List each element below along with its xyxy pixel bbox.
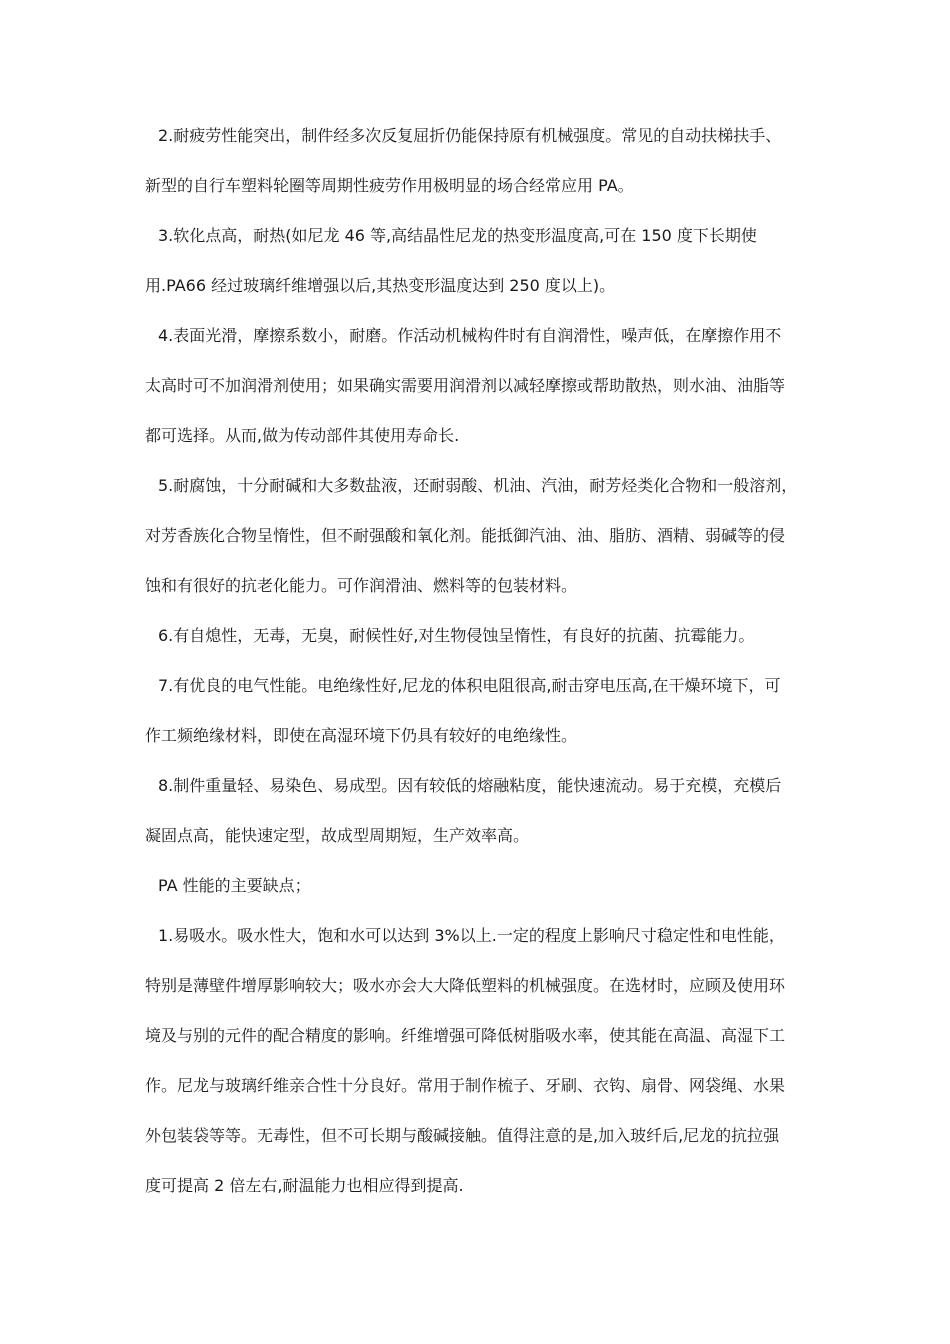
paragraph-line: 1.易吸水。吸水性大，饱和水可以达到 3%以上.一定的程度上影响尺寸稳定性和电性能， [158,926,785,945]
paragraph-line: 作。尼龙与玻璃纤维亲合性十分良好。常用于制作梳子、牙刷、衣钩、扇骨、网袋绳、水果 [145,1076,786,1095]
document-body [145,121,815,1221]
section-heading: PA 性能的主要缺点； [158,876,311,895]
paragraph-line: 对芳香族化合物呈惰性，但不耐强酸和氧化剂。能抵御汽油、油、脂肪、酒精、弱碱等的侵 [145,526,786,545]
paragraph-line: 8.制件重量轻、易染色、易成型。因有较低的熔融粘度，能快速流动。易于充模，充模后 [158,776,782,795]
paragraph-line: 作工频绝缘材料，即使在高湿环境下仍具有较好的电绝缘性。 [145,726,578,745]
paragraph-line: 度可提高 2 倍左右,耐温能力也相应得到提高. [145,1176,464,1195]
paragraph-line: 7.有优良的电气性能。电绝缘性好,尼龙的体积电阻很高,耐击穿电压高,在干燥环境下，可 [158,676,781,695]
paragraph-line: 蚀和有很好的抗老化能力。可作润滑油、燃料等的包装材料。 [145,576,578,595]
paragraph-line: 用.PA66 经过玻璃纤维增强以后,其热变形温度达到 250 度以上)。 [145,276,616,295]
paragraph-line: 5.耐腐蚀，十分耐碱和大多数盐液，还耐弱酸、机油、汽油，耐芳烃类化合物和一般溶剂， [158,476,798,495]
paragraph-line: 太高时可不加润滑剂使用；如果确实需要用润滑剂以减轻摩擦或帮助散热，则水油、油脂等 [145,376,786,395]
paragraph-line: 6.有自熄性，无毒，无臭，耐候性好,对生物侵蚀呈惰性，有良好的抗菌、抗霉能力。 [158,626,755,645]
paragraph-line: 特别是薄壁件增厚影响较大；吸水亦会大大降低塑料的机械强度。在选材时，应顾及使用环 [145,976,786,995]
paragraph-line: 新型的自行车塑料轮圈等周期性疲劳作用极明显的场合经常应用 PA。 [145,176,634,195]
paragraph-line: 3.软化点高，耐热(如尼龙 46 等,高结晶性尼龙的热变形温度高,可在 150 度下长期使 [158,226,757,245]
paragraph-line: 境及与别的元件的配合精度的影响。纤维增强可降低树脂吸水率，使其能在高温、高湿下工 [145,1026,786,1045]
paragraph-line: 外包装袋等等。无毒性，但不可长期与酸碱接触。值得注意的是,加入玻纤后,尼龙的抗拉强 [145,1126,780,1145]
paragraph-line: 凝固点高，能快速定型，故成型周期短，生产效率高。 [145,826,530,845]
paragraph-line: 4.表面光滑，摩擦系数小，耐磨。作活动机械构件时有自润滑性，噪声低，在摩擦作用不 [158,326,782,345]
paragraph-line: 都可选择。从而,做为传动部件其使用寿命长. [145,426,460,445]
paragraph-line: 2.耐疲劳性能突出，制件经多次反复屈折仍能保持原有机械强度。常见的自动扶梯扶手、 [158,126,782,145]
